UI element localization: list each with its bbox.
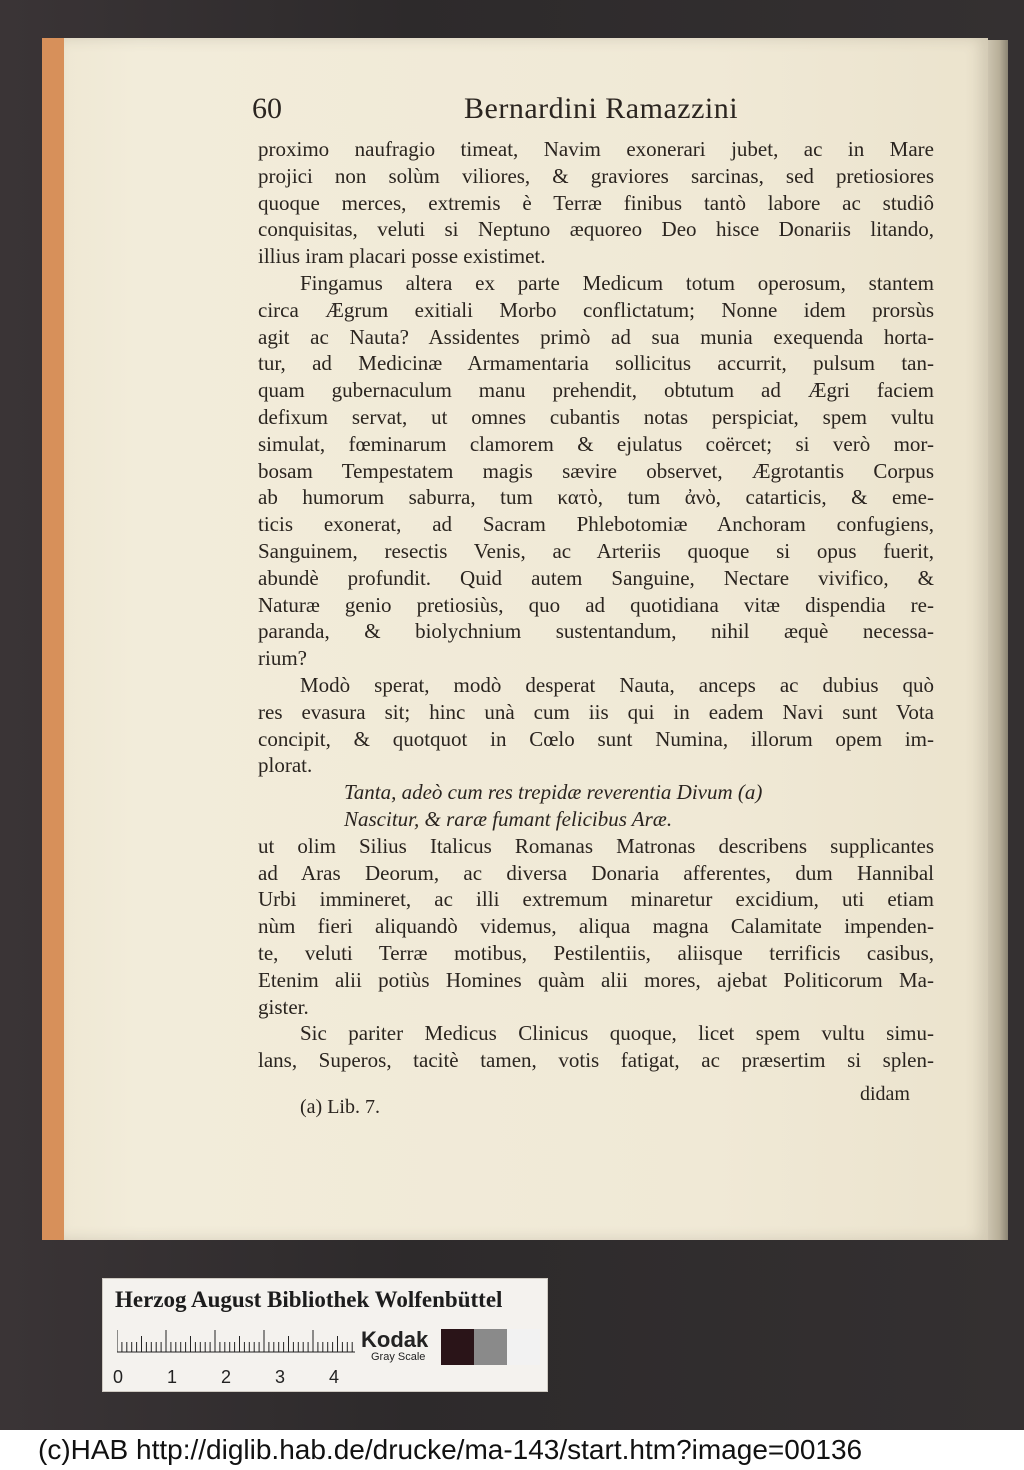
text-line: Modò sperat, modò desperat Nauta, anceps ac dubius quò <box>300 672 934 697</box>
gray-patch <box>474 1329 507 1365</box>
text-line: te, veluti Terræ motibus, Pestilentiis, aliisque terrificis casibus, <box>258 940 934 965</box>
text-line: ab humorum saburra, tum κατὸ, tum ἀνὸ, catarticis, & eme- <box>258 485 934 510</box>
text-line: ad Aras Deorum, ac diversa Donaria afferentes, dum Hannibal <box>258 860 934 885</box>
page-header <box>252 92 952 132</box>
text-line: Sanguinem, resectis Venis, ac Arteriis quoque si opus fuerit, <box>258 538 934 563</box>
gray-scale-label: Gray Scale <box>371 1351 426 1363</box>
facing-page-edge <box>986 40 1008 1240</box>
catchword: didam <box>860 1083 910 1105</box>
text-line: bosam Tempestatem magis sævire observet, Ægrotantis Corpus <box>258 458 934 483</box>
footnote: (a) Lib. 7. <box>300 1096 380 1118</box>
text-line: rium? <box>258 646 307 671</box>
text-line: Sic pariter Medicus Clinicus quoque, licet spem vultu simu- <box>300 1021 934 1046</box>
text-line: Etenim alii potiùs Homines quàm alii mores, ajebat Politicorum Ma- <box>258 967 934 992</box>
ruler-number: 4 <box>329 1367 340 1387</box>
text-line: circa Ægrum exitiali Morbo conflictatum; Nonne idem prorsùs <box>258 297 934 322</box>
footer-url[interactable]: (c)HAB http://diglib.hab.de/drucke/ma-143/start.htm?image=00136 <box>38 1434 863 1465</box>
text-line: abundè profundit. Quid autem Sanguine, Nectare vivifico, & <box>258 565 934 590</box>
text-line: proximo naufragio timeat, Navim exonerari jubet, ac in Mare <box>258 137 934 161</box>
text-line: quam gubernaculum manu prehendit, obtutum ad Ægri faciem <box>258 378 934 403</box>
gray-patch <box>507 1329 540 1365</box>
text-line: projici non solùm viliores, & graviores sarcinas, sed pretiosiores <box>258 163 934 188</box>
text-line: agit ac Nauta? Assidentes primò ad sua munia exequenda horta- <box>258 324 934 349</box>
text-line: Fingamus altera ex parte Medicum totum operosum, stantem <box>300 270 934 295</box>
verse-line: Nascitur, & raræ fumant felicibus Aræ. <box>344 806 673 831</box>
ruler-number: 2 <box>221 1367 232 1387</box>
verse-line: Tanta, adeò cum res trepidæ reverentia Divum (a) <box>344 780 763 805</box>
text-line: gister. <box>258 994 309 1019</box>
text-line: simulat, fœminarum clamorem & ejulatus coërcet; si verò mor- <box>258 431 934 456</box>
text-line: Naturæ genio pretiosiùs, quo ad quotidiana vitæ dispendia re- <box>258 592 934 617</box>
kodak-brand: Kodak <box>361 1327 429 1352</box>
page-number: 60 <box>252 92 282 125</box>
ruler-number: 3 <box>275 1367 286 1387</box>
text-line: tur, ad Medicinæ Armamentaria sollicitus accurrit, pulsum tan- <box>258 351 934 376</box>
ruler-number: 1 <box>167 1367 178 1387</box>
footer-bar <box>0 1430 1024 1470</box>
body-text <box>258 136 934 1074</box>
text-line: Urbi immineret, ac illi extremum minaretur excidium, uti etiam <box>258 887 934 912</box>
running-head: Bernardini Ramazzini <box>464 92 739 125</box>
text-line: defixum servat, ut omnes cubantis notas perspiciat, spem vultu <box>258 404 934 429</box>
text-line: conquisitas, veluti si Neptuno æquoreo Deo hisce Donariis litando, <box>258 217 934 242</box>
text-line: quoque merces, extremis è Terræ finibus tantò labore ac studiô <box>258 190 934 215</box>
text-line: illius iram placari posse existimet. <box>258 244 546 269</box>
text-line: plorat. <box>258 753 313 778</box>
color-target-card <box>102 1278 548 1392</box>
text-line: paranda, & biolychnium sustentandum, nihil æquè necessa- <box>258 619 934 644</box>
ruler-scale <box>117 1329 357 1353</box>
gray-patch <box>441 1329 474 1365</box>
text-line: ticis exonerat, ad Sacram Phlebotomiæ Anchoram confugiens, <box>258 512 934 537</box>
text-line: nùm fieri aliquandò videmus, aliqua magna Calamitate impenden- <box>258 914 934 939</box>
text-line: lans, Superos, tacitè tamen, votis fatigat, ac præsertim si splen- <box>258 1048 934 1073</box>
text-line: ut olim Silius Italicus Romanas Matronas describens supplicantes <box>258 833 934 858</box>
text-line: concipit, & quotquot in Cœlo sunt Numina, illorum opem im- <box>258 726 934 751</box>
text-line: res evasura sit; hinc unà cum iis qui in eadem Navi sunt Vota <box>258 699 934 724</box>
library-name: Herzog August Bibliothek Wolfenbüttel <box>115 1287 503 1312</box>
ruler-number: 0 <box>113 1367 124 1387</box>
